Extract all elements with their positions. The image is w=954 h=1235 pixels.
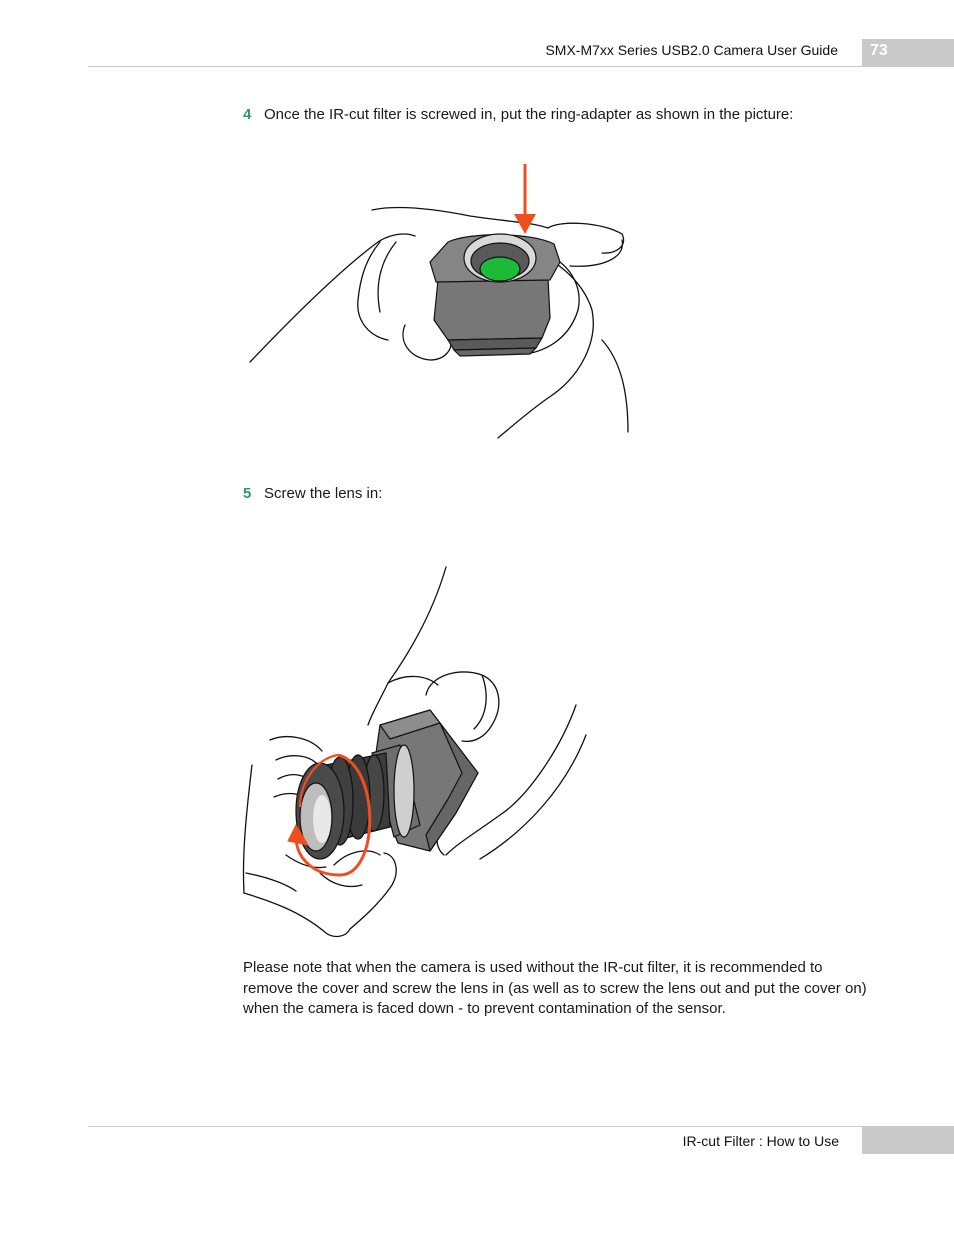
step-5 [243, 485, 382, 502]
down-arrow-icon [514, 164, 536, 234]
step-text: Once the IR-cut filter is screwed in, put the ring-adapter as shown in the picture: [264, 106, 794, 123]
screw-lens-illustration [230, 555, 610, 950]
step-number: 5 [243, 485, 252, 502]
ring-adapter-illustration [230, 150, 650, 450]
footer-section-title: IR-cut Filter : How to Use [682, 1133, 839, 1149]
header-title: SMX-M7xx Series USB2.0 Camera User Guide [545, 42, 838, 58]
usage-note: Please note that when the camera is used without the IR-cut filter, it is recommended to remove the cover and screw the lens in (as well as to screw the lens out and put the cover on) when the camera is faced down - to prevent contamination of the sensor. [243, 959, 867, 1017]
step-text: Screw the lens in: [264, 485, 383, 502]
footer-tab [862, 1127, 954, 1154]
page-number: 73 [870, 42, 888, 59]
footer-divider [88, 1126, 954, 1127]
page-number-tab [862, 39, 954, 66]
step-number: 4 [243, 106, 252, 123]
header-divider [88, 66, 954, 67]
step-4 [243, 106, 793, 123]
